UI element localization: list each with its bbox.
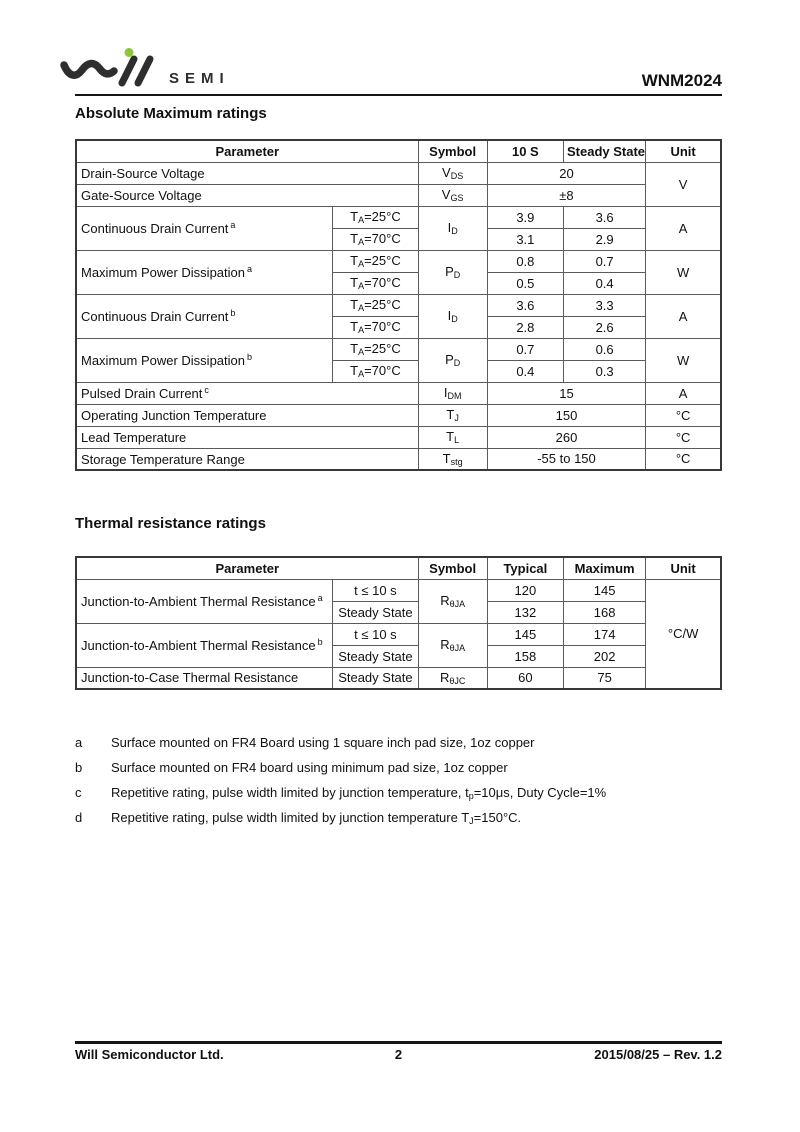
page-footer <box>75 1041 722 1062</box>
table-row <box>76 206 721 228</box>
col-symbol: Symbol <box>418 140 487 162</box>
cell-condition: Steady State <box>333 667 418 689</box>
table-row <box>76 294 721 316</box>
cell-value: 260 <box>487 426 645 448</box>
cell-symbol: ID <box>418 294 487 338</box>
cell-unit: A <box>646 294 721 338</box>
cell-symbol: TL <box>418 426 487 448</box>
footnote-text: Repetitive rating, pulse width limited by junction temperature TJ=150°C. <box>111 810 522 826</box>
col-unit: Unit <box>646 140 721 162</box>
table-row <box>76 623 721 645</box>
cell-symbol: IDM <box>418 382 487 404</box>
cell-value: 0.7 <box>563 250 645 272</box>
col-parameter: Parameter <box>76 140 418 162</box>
cell-symbol: RθJA <box>418 579 487 623</box>
abs-max-title: Absolute Maximum ratings <box>75 105 267 122</box>
footnote-text: Surface mounted on FR4 Board using 1 square inch pad size, 1oz copper <box>111 735 535 750</box>
col-symbol: Symbol <box>418 557 487 579</box>
footer-company: Will Semiconductor Ltd. <box>75 1047 224 1062</box>
footnote-letter: b <box>75 760 83 775</box>
table-row <box>76 426 721 448</box>
cell-unit: °C <box>646 448 721 470</box>
cell-condition: Steady State <box>333 601 418 623</box>
footer-rule <box>75 1041 722 1044</box>
cell-value: 0.6 <box>563 338 645 360</box>
thermal-table <box>75 556 722 690</box>
cell-value: 3.1 <box>487 228 563 250</box>
col-maximum: Maximum <box>563 557 645 579</box>
footnote-letter: c <box>75 785 82 800</box>
cell-condition: TA=70°C <box>333 316 418 338</box>
cell-param: Maximum Power Dissipation $^a$ <box>76 250 333 294</box>
cell-unit: A <box>646 382 721 404</box>
footnote-b <box>75 757 722 782</box>
thermal-title: Thermal resistance ratings <box>75 515 266 532</box>
cell-symbol: RθJA <box>418 623 487 667</box>
cell-unit: V <box>646 162 721 206</box>
footnote-text: Surface mounted on FR4 board using minimum pad size, 1oz copper <box>111 760 508 775</box>
cell-unit: °C <box>646 426 721 448</box>
cell-unit: W <box>646 250 721 294</box>
abs-max-table <box>75 139 722 471</box>
page-header <box>75 45 722 92</box>
cell-param: Continuous Drain Current $^a$ <box>76 206 333 250</box>
cell-value: 3.6 <box>563 206 645 228</box>
cell-symbol: TJ <box>418 404 487 426</box>
cell-symbol: PD <box>418 338 487 382</box>
footnote-d <box>75 807 722 832</box>
cell-condition: Steady State <box>333 645 418 667</box>
logo-slash-2 <box>138 59 150 83</box>
cell-symbol: VGS <box>418 184 487 206</box>
table-row <box>76 448 721 470</box>
col-steady-state: Steady State <box>563 140 645 162</box>
cell-unit: °C <box>646 404 721 426</box>
footnote-letter: d <box>75 810 83 825</box>
header-rule <box>75 94 722 96</box>
cell-param: Pulsed Drain Current $^c$ <box>76 382 418 404</box>
cell-value: 0.4 <box>487 360 563 382</box>
cell-value: 120 <box>487 579 563 601</box>
cell-param: Continuous Drain Current $^b$ <box>76 294 333 338</box>
table-header-row <box>76 557 721 579</box>
cell-value: -55 to 150 <box>487 448 645 470</box>
cell-value: 0.7 <box>487 338 563 360</box>
cell-condition: TA=25°C <box>333 206 418 228</box>
table-row <box>76 667 721 689</box>
part-number: WNM2024 <box>641 71 722 90</box>
cell-symbol: RθJC <box>418 667 487 689</box>
table-row <box>76 579 721 601</box>
cell-param: Maximum Power Dissipation $^b$ <box>76 338 333 382</box>
table-row <box>76 404 721 426</box>
table-row <box>76 250 721 272</box>
cell-param: Lead Temperature <box>76 426 418 448</box>
cell-value: 145 <box>487 623 563 645</box>
cell-symbol: ID <box>418 206 487 250</box>
cell-value: 60 <box>487 667 563 689</box>
table-row <box>76 184 721 206</box>
cell-unit: °C/W <box>646 579 721 689</box>
cell-condition: TA=70°C <box>333 228 418 250</box>
logo-wave <box>64 63 114 75</box>
cell-condition: t ≤ 10 s <box>333 579 418 601</box>
cell-condition: TA=70°C <box>333 272 418 294</box>
cell-value: 168 <box>563 601 645 623</box>
table-header-row <box>76 140 721 162</box>
cell-condition: TA=25°C <box>333 338 418 360</box>
cell-value: 75 <box>563 667 645 689</box>
table-row <box>76 382 721 404</box>
cell-condition: TA=25°C <box>333 250 418 272</box>
will-semi-logo <box>59 46 230 92</box>
cell-unit: W <box>646 338 721 382</box>
cell-value: 174 <box>563 623 645 645</box>
cell-value: 0.5 <box>487 272 563 294</box>
footer-revision: 2015/08/25 – Rev. 1.2 <box>594 1047 722 1062</box>
logo-green-dot <box>125 48 134 57</box>
cell-param: Junction-to-Ambient Thermal Resistance $^b$ <box>76 623 333 667</box>
cell-param: Junction-to-Ambient Thermal Resistance $^a$ <box>76 579 333 623</box>
footer-page-number: 2 <box>394 1047 403 1062</box>
cell-value: 2.6 <box>563 316 645 338</box>
cell-param: Junction-to-Case Thermal Resistance <box>76 667 333 689</box>
cell-symbol: VDS <box>418 162 487 184</box>
cell-value: 202 <box>563 645 645 667</box>
will-logo-icon <box>59 46 159 92</box>
footnote-text: Repetitive rating, pulse width limited by junction temperature, tp=10μs, Duty Cycle=1% <box>111 785 607 801</box>
cell-value: 132 <box>487 601 563 623</box>
cell-unit: A <box>646 206 721 250</box>
cell-value: 2.9 <box>563 228 645 250</box>
logo-semi-text: SEMI <box>169 70 230 87</box>
cell-value: 3.3 <box>563 294 645 316</box>
cell-value: 0.3 <box>563 360 645 382</box>
cell-param: Storage Temperature Range <box>76 448 418 470</box>
cell-value: 158 <box>487 645 563 667</box>
cell-symbol: PD <box>418 250 487 294</box>
col-unit: Unit <box>646 557 721 579</box>
cell-value: 15 <box>487 382 645 404</box>
cell-condition: TA=70°C <box>333 360 418 382</box>
cell-value: 0.4 <box>563 272 645 294</box>
cell-param: Gate-Source Voltage <box>76 184 418 206</box>
col-10s: 10 S <box>487 140 563 162</box>
footnotes <box>75 732 722 832</box>
cell-value: 0.8 <box>487 250 563 272</box>
cell-condition: TA=25°C <box>333 294 418 316</box>
cell-value: 145 <box>563 579 645 601</box>
table-row <box>76 338 721 360</box>
col-parameter: Parameter <box>76 557 418 579</box>
cell-condition: t ≤ 10 s <box>333 623 418 645</box>
cell-value: 3.6 <box>487 294 563 316</box>
cell-value: 2.8 <box>487 316 563 338</box>
footnote-a <box>75 732 722 757</box>
cell-param: Drain-Source Voltage <box>76 162 418 184</box>
cell-value: 20 <box>487 162 645 184</box>
logo-slash-1 <box>122 59 134 83</box>
cell-symbol: Tstg <box>418 448 487 470</box>
footnote-letter: a <box>75 735 83 750</box>
cell-value: 3.9 <box>487 206 563 228</box>
cell-value: ±8 <box>487 184 645 206</box>
table-row <box>76 162 721 184</box>
col-typical: Typical <box>487 557 563 579</box>
cell-value: 150 <box>487 404 645 426</box>
footnote-c <box>75 782 722 807</box>
cell-param: Operating Junction Temperature <box>76 404 418 426</box>
